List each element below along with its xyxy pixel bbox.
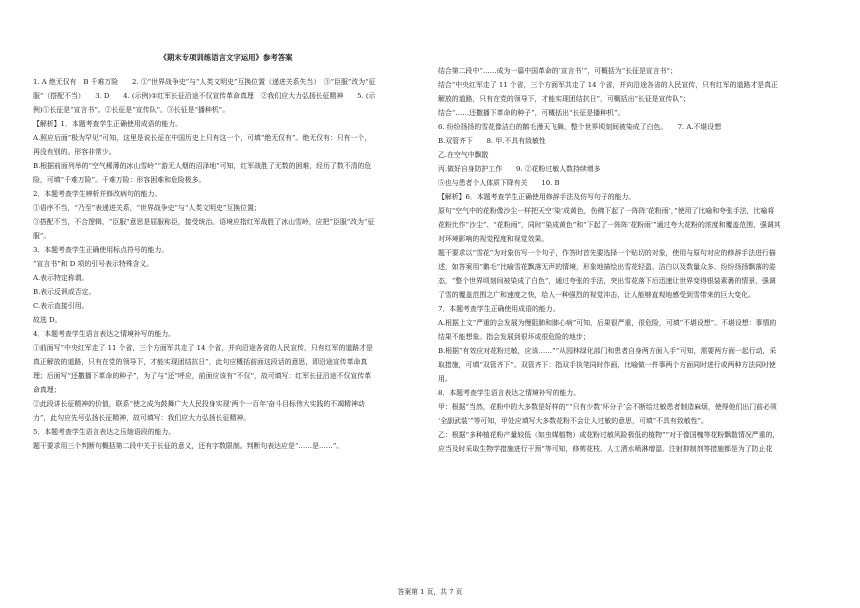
text-line: 命真理；	[33, 386, 61, 394]
text-line: 原句“空气中的花粉像沙尘一样把天空‘染’成黄色，伤佛下起了一阵阵‘花粉雨’，”使用了比喻和夸张手法，比喻将	[438, 207, 775, 215]
text-line: 理；后面写“还撒播下革命的种子”，为了与“还”呼应，前面应该有“不仅”，故可填写：红军长征沿途不仅宣传革	[33, 372, 372, 380]
text-line: “宣言书”和 D 项的引号表示特殊含义。	[33, 260, 154, 268]
page-title: 《期末专项训练语言文字运用》参考答案	[159, 53, 293, 62]
right-column	[438, 64, 826, 456]
text-line: 5．本题考查学生语言表达之压缩语段的能力。	[33, 428, 176, 436]
text-line: 【解析】6．本题考查学生正确使用修辞手法及仿写句子的能力。	[438, 193, 636, 201]
text-line: 1. A 绝无仅有 B 千难万险 2. ①“世界战争史”与“人类文明史”互换位置（递进关系失当） ③“臣服”改为“征	[33, 78, 376, 86]
text-line: B.根据前面列举的“空气稀薄的冰山雪岭”“游无人烟的沼泽地”可知，红军战胜了无数的困难，经历了数不清的危	[33, 162, 372, 170]
text-line: 再没有别的。形容非常少。	[33, 148, 116, 156]
text-line: 险，可填“千难万险”。千难万险：形容困难和危险极多。	[33, 176, 206, 184]
text-line: ②此段讲长征精神的价值，联系“使之成为鼓舞广大人民投身实现‘两个一百年’奋斗目标伟大实践的不竭精神动	[33, 400, 365, 408]
text-line: ⑤也与患者个人体质下降有关 10. B	[438, 179, 560, 187]
text-line: C.表示直接引用。	[33, 302, 89, 310]
text-line: 对环境影响的视觉程度和视觉效果。	[438, 235, 549, 243]
text-line: 乙：根据“多种植花粉产量较低（如虫媒植物）或花粉过敏风险极低的植物”“对于像国槐等花粉飘散情况严重的，	[438, 431, 780, 439]
text-line: 甲：根据“当然，花粉中的大多数是好样的”“只有少数‘坏分子’会不断给过敏患者制造麻烦，使得他们出门前必须	[438, 403, 777, 411]
text-line: 力”，此句应先号弘扬长征精神，故可填写：我们应大力弘扬长征精神。	[33, 414, 251, 422]
text-line: 故选 D。	[33, 316, 62, 324]
text-line: B.表示反讽或否定。	[33, 288, 96, 296]
text-line: 6. 纷纷扬扬的雪花像洁白的鹅毛漫天飞舞，整个世界顷刻间被染成了白色。 7. A.不堪设想	[438, 123, 722, 131]
text-line: B.双管齐下 8. 甲.不具有致敏性	[438, 137, 546, 145]
page-footer: 答案第 1 页，共 7 页	[397, 588, 463, 596]
left-column	[33, 75, 419, 453]
text-line: 结果不能想象。指会发展到很坏或很危险的地步；	[438, 333, 590, 341]
text-line: 述，如答案用“鹅毛”比喻雪花飘落无声的情境，形象地描绘出雪花轻盈、洁白以及数量众多、纷纷扬扬飘落的姿	[438, 263, 776, 271]
text-line: 题干要求以“雪花”为对象仿写一个句子，作答时首先要选择一个贴切的对象，使用与原句对应的修辞手法进行描	[438, 249, 776, 257]
text-line: A.表示特定称谓。	[33, 274, 89, 282]
text-line: 丙.做好自身防护工作 9. ②花粉过敏人数持续增多	[438, 165, 601, 173]
text-line: ①语序不当，“乃至”表递进关系，“世界战争史”与“人类文明史”互换位置；	[33, 204, 261, 212]
text-line: 结合第二段中“……成为一篇中国革命的‘宣言书’”，可概括为“长征是宣言书”；	[438, 67, 677, 75]
text-line: 真正解放的道路，只有在党的领导下，才能实现团结抗日”，此句应概括前面这段话的意思，即沿途宣传革命真	[33, 358, 368, 366]
text-line: 乙.在空气中飘散	[438, 151, 489, 159]
text-line: 结合“中央红军走了 11 个省，三个方面军共走了 14 个省，并向沿途各省的人民宣传，只有红军的道路才是真正	[438, 81, 778, 89]
text-line: ③搭配不当，不合逻辑，“臣服”意思是屈服称臣，接受统治。语境应指红军战胜了冰山雪岭，应把“臣服”改为“征	[33, 218, 375, 226]
text-line: 3．本题考查学生正确使用标点符号的能力。	[33, 246, 169, 254]
text-line: 4．本题考查学生语言表达之情境补写的能力。	[33, 330, 176, 338]
text-line: 【解析】1．本题考查学生正确使用成语的能力。	[33, 120, 183, 128]
text-line: ‘全副武装’”等可知，甲处应填写大多数花粉不会让人过敏的意思，可填“不具有致敏性”。	[438, 417, 708, 425]
text-line: 了雪的覆盖范围之广和速度之快，给人一种强烈的视觉冲击，让人能够直观地感受到雪带来的巨大变化。	[438, 291, 755, 299]
text-line: 7．本题考查学生正确使用成语的能力。	[438, 305, 560, 313]
text-line: 题干要求用三个判断句概括第二段中关于长征的意义，还有字数限制。判断句表达应是“……是……”。	[33, 442, 344, 450]
text-line: B.根据“有效应对花粉过敏，应该……”“从园林绿化部门和患者自身两方面入手”可知，需要两方面一起行动，采	[438, 347, 777, 355]
text-line: 用。	[438, 375, 452, 383]
text-line: 取措施，可填“双管齐下”。双管齐下：指双手执笔同时作画，比喻做一件事两个方面同时进行或两种方法同时使	[438, 361, 776, 369]
text-line: 态，“整个世界顷刻间被染成了白色”，通过夸张的手法，突出雪花落下后迅速让世界变得银装素裹的情景，强调	[438, 277, 776, 285]
text-line: 服”。	[33, 232, 51, 240]
text-line: A.照应后面“极为罕见”可知，这里是说长征在中国历史上只有这一个，可填“绝无仅有”。绝无仅有：只有一个，	[33, 134, 372, 142]
text-line: 花粉比作“沙尘”、“花粉雨”，同时“染成黄色”和“下起了一阵阵‘花粉雨’”通过夸大花粉的浓度和覆盖范围，强调其	[438, 221, 781, 229]
text-line: 2．本题考查学生辨析并修改病句的能力。	[33, 190, 162, 198]
text-line: 例)①长征是“宣言书”。②长征是“宣传队”。③长征是“播种机”。	[33, 106, 230, 114]
text-line: 服”（搭配不当） 3. D 4. (示例)①红军长征沿途不仅宣传革命真理 ②我们应大力弘扬长征精神 5. (示	[33, 92, 376, 100]
text-line: 8．本题考查学生语言表达之情境补写的能力。	[438, 389, 581, 397]
text-line: 结合“……还撒播下革命的种子”，可概括出“长征是播种机”。	[438, 109, 625, 117]
text-line: A.根据上文“严重的会发展为慢阻肺和肺心病”可知，后果很严重，很危险，可填“不堪设想”。不堪设想：事情的	[438, 319, 777, 327]
text-line: ①前面写“中央红军走了 11 个省，三个方面军共走了 14 个省，并向沿途各省的人民宣传，只有红军的道路才是	[33, 344, 373, 352]
text-line: 应当及时采取生物学措施进行干预”等可知，修剪花枝、人工洒水喷淋增湿、注射抑制剂等措施都是为了防止花	[438, 445, 773, 453]
text-line: 解放的道路，只有在党的领导下，才能实现团结抗日”，可概括出“长征是宣传队”；	[438, 95, 690, 103]
